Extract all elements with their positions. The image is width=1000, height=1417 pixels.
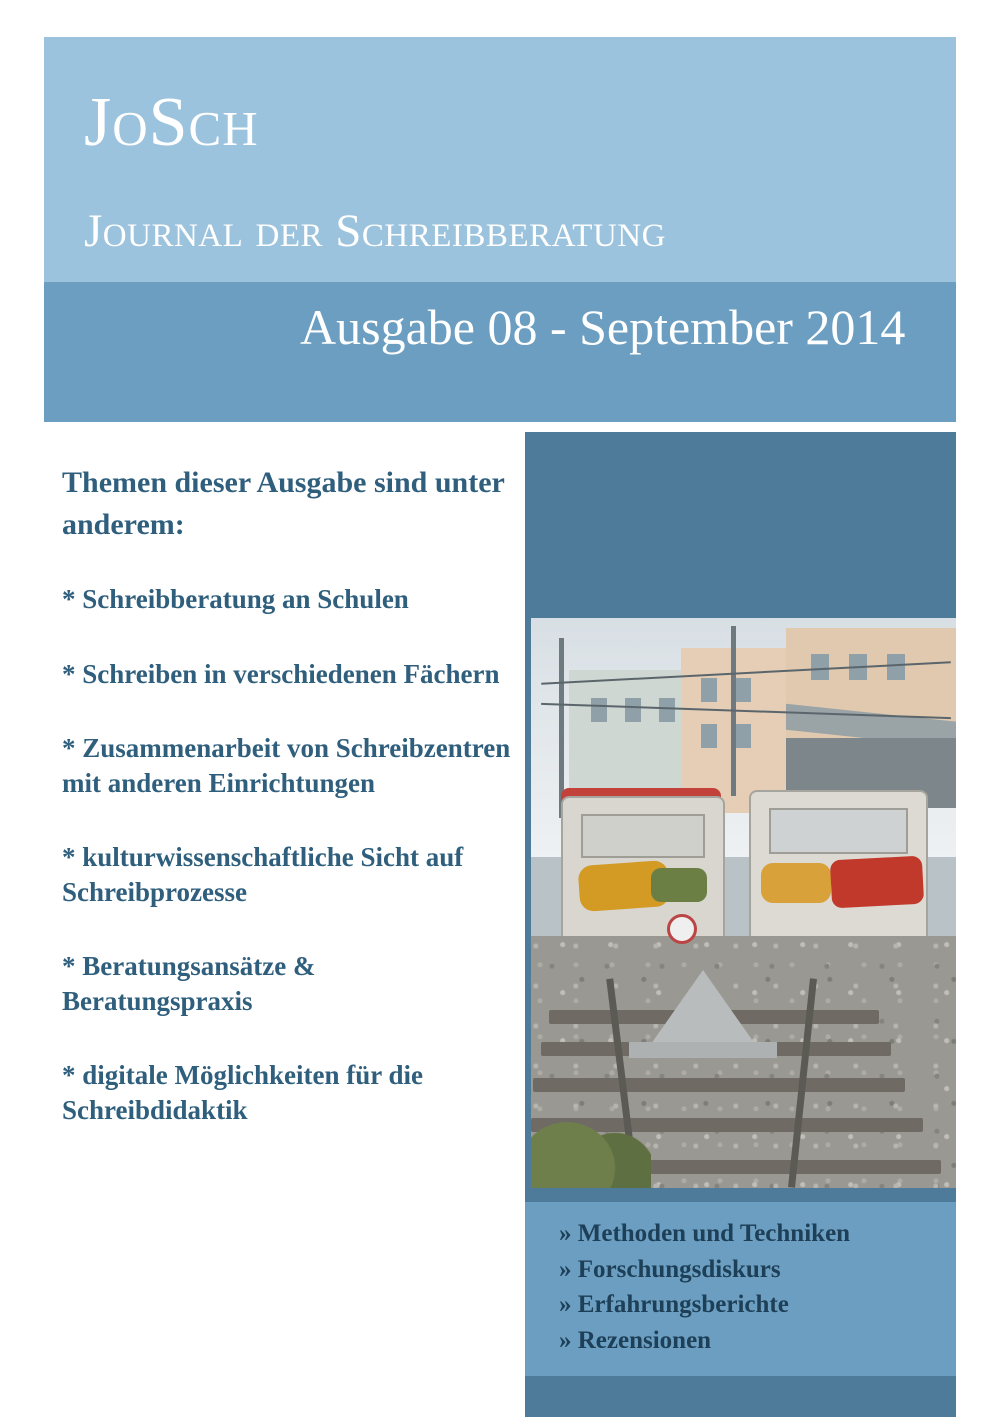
photo-train-left-windscreen [581, 814, 705, 858]
section-item: » Methoden und Techniken [559, 1220, 851, 1247]
topic-item: * Schreiben in verschiedenen Fächern [62, 658, 500, 689]
topic-item: * Zusammenarbeit von Schreibzentren mit anderen Einrichtungen [62, 733, 511, 798]
photo-window [735, 678, 751, 702]
sections-list [525, 1202, 956, 1376]
topic-item: * Beratungsansätze & Beratungspraxis [62, 951, 316, 1016]
photo-window [591, 698, 607, 722]
photo-window [701, 678, 717, 702]
photo-window [735, 724, 751, 748]
cover-photo [531, 618, 956, 1188]
photo-window [625, 698, 641, 722]
topic-item: * digitale Möglichkeiten für die Schreibdidaktik [62, 1060, 423, 1125]
journal-title: JoSch [84, 84, 259, 161]
photo-window [659, 698, 675, 722]
section-item: » Erfahrungsberichte [559, 1291, 789, 1318]
topic-item: * Schreibberatung an Schulen [62, 584, 409, 614]
photo-grass [531, 1088, 651, 1188]
photo-train-right-windscreen [769, 808, 908, 854]
section-item: » Forschungsdiskurs [559, 1255, 781, 1283]
topics-heading: Themen dieser Ausgabe sind unter anderem: [62, 466, 505, 541]
photo-graffiti [761, 863, 831, 903]
journal-subtitle: Journal der Schreibberatung [84, 205, 666, 257]
issue-label: Ausgabe 08 - September 2014 [300, 299, 906, 355]
photo-window [701, 724, 717, 748]
topic-item: * kulturwissenschaftliche Sicht auf Schreibprozesse [62, 842, 464, 907]
photo-buffer-stop [651, 970, 755, 1044]
photo-window [887, 654, 905, 680]
photo-graffiti [830, 856, 924, 909]
photo-graffiti [651, 868, 707, 902]
section-item: » Rezensionen [559, 1326, 712, 1354]
photo-buffer-bar [629, 1042, 777, 1058]
photo-signal-disc [667, 914, 697, 944]
topics-list [62, 462, 512, 1167]
